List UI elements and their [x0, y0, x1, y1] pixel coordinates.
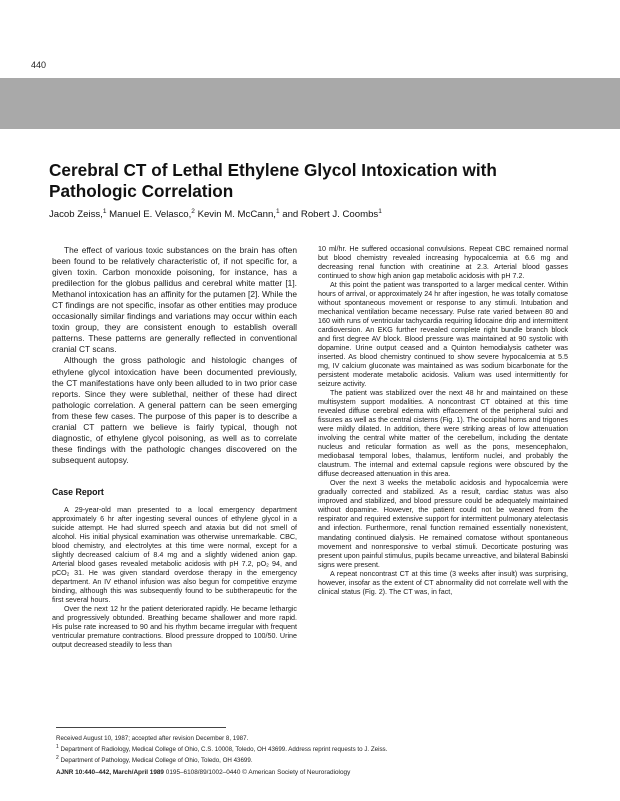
footnote-pathology: $^2$ Department of Pathology, Medical College of Ohio, Toledo, OH 43699. — [56, 755, 253, 765]
introduction — [52, 245, 297, 466]
intro-paragraph: The effect of various toxic substances on the brain has often been found to be relatively characteristic of, if not specific for, a given toxin. Carbon monoxide poisoning, for instance, has a predilection for the globus pallidus and cerebral white matter [1]. Methanol intoxication has an affinity for the putamen [2]. While the CT findings are not specific, insofar as other entities may produce occasionally similar findings and variations may occur within each toxin group, they are consistent enough to establish overall patterns. These patterns are generally reflected in conventional cranial CT scans. — [52, 245, 297, 355]
body-paragraph: A repeat noncontrast CT at this time (3 weeks after insult) was surprising, however, insofar as the extent of CT abnormality did not correlate well with the clinical status (Fig. 2). The CT was, in fact, — [318, 569, 568, 596]
left-column — [52, 245, 297, 650]
body-paragraph: 10 ml/hr. He suffered occasional convulsions. Repeat CBC remained normal but blood chemistry revealed increasing hypocalcemia at 6.6 mg and decreasing renal function with creatinine at 2.3. Arterial blood gasses continued to show high anion gap metabolic acidosis with pH 7.2. — [318, 245, 568, 281]
author-name: Manuel E. Velasco, — [106, 209, 192, 221]
body-paragraph: Over the next 3 weeks the metabolic acidosis and hypocalcemia were gradually corrected and stabilized. As a result, cardiac status was also improved and stabilized, and blood pressure could be adequately maintained without dopamine. However, the patient could not be weaned from the respirator and required extensive support for intermittent pulmonary atelectasis and infection. Furthermore, renal function remained essentially nonexistent, mandating continued dialysis. He remained comatose without spontaneous movement and nonresponsive to verbal stimuli. Decorticate posturing was present upon painful stimulus, pupils became unreactive, and bilateral Babinski signs were present. — [318, 479, 568, 569]
body-paragraph: The patient was stabilized over the next 48 hr and maintained on these multisystem support modalities. A noncontrast CT obtained at this time revealed diffuse cerebral edema with effacement of the peripheral sulci and fissures as well as the central cisterns (Fig. 1). The occipital horns and trigones were mildly dilated. In addition, there were striking areas of low attenuation involving the central white matter of the cerebellum, including the dentate nucleus and reticular formation as well as the pons, mesencephalon, mediobasal temporal lobes, thalamus, lentiform nuclei, and probably the claustrum. The internal and external capsule regions were obscured by the diffuse decreased attenuation in this area. — [318, 389, 568, 479]
intro-paragraph: Although the gross pathologic and histologic changes of ethylene glycol intoxication have been documented previously, the CT manifestations have only been alluded to in two prior case reports. Since they were sublethal, neither of these had direct pathologic correlation. A general pattern can be seen emerging from these few cases. The purpose of this paper is to describe a cranial CT pattern we believe is fairly typical, though not diagnostic, of ethylene glycol poisoning, as well as to correlate these findings with the pathologic changes discovered on the subsequent autopsy. — [52, 355, 297, 465]
author-affiliation: 1 — [102, 208, 107, 215]
author-name: Jacob Zeiss, — [49, 209, 103, 221]
footnotes — [56, 732, 576, 765]
footnote-rule — [56, 727, 226, 728]
right-column — [318, 245, 568, 597]
author-name: Kevin M. McCann, — [194, 209, 276, 221]
author-list — [49, 208, 589, 220]
journal-copyright: 0195–6108/89/1002–0440 © American Society of Neuroradiology — [164, 769, 351, 776]
journal-citation — [56, 769, 576, 776]
body-paragraph: A 29-year-old man presented to a local emergency department approximately 6 hr after ingesting several ounces of ethylene glycol in a suicide attempt. He had slurred speech and ataxia but did not smell of alcohol. His initial physical examination was otherwise unremarkable. CBC, blood chemistry, and electrolytes at this time were normal, except for a slightly decreased calcium of 8.4 mg and a slightly widened anion gap. Arterial blood gases revealed metabolic acidosis with pH 7.2, pO₂ 94, and pCO₂ 31. He was given standard overdose therapy in the emergency department. An IV ethanol infusion was also begun for competitive enzyme binding, although this was subsequently found to be subtherapeutic for the first several hours. — [52, 505, 297, 605]
section-heading: Case Report — [52, 486, 104, 497]
body-paragraph: At this point the patient was transported to a larger medical center. Within hours of arrival, or approximately 24 hr after ingestion, he was totally comatose without spontaneous movement or response to any stimuli. Intubation and mechanical ventilation became necessary. Pulse rate varied between 80 and 160 with runs of ventricular tachycardia requiring lidocaine drip and intermittent cardioversion. An EKG further revealed complete right bundle branch block and first degree AV block. Blood pressure was maintained at 90 systolic with dopamine. Urine output ceased and a Quinton hemodialysis catheter was inserted. As blood chemistry continued to show severe hypocalcemia at 5.5 mg, IV calcium gluconate was maintained as was sodium bicarbonate for the persistent moderate metabolic acidosis. Valium was used intermittently for seizure activity. — [318, 281, 568, 389]
body-paragraph: Over the next 12 hr the patient deteriorated rapidly. He became lethargic and progressively obtunded. Breathing became shallower and more rapid. His pulse rate increased to 90 and his rhythm became irregular with frequent ventricular premature contractions. Blood pressure dropped to 100/50. Urine output decreased steadily to less than — [52, 605, 297, 650]
author-affiliation: 1 — [378, 208, 382, 215]
footnote-received: Received August 10, 1987; accepted after revision December 8, 1987. — [56, 735, 249, 743]
journal-reference: AJNR 10:440–442, March/April 1989 — [56, 769, 164, 776]
page-number: 440 — [31, 60, 47, 70]
author-affiliation: 2 — [191, 208, 195, 215]
footnote-radiology: $^1$ Department of Radiology, Medical College of Ohio, C.S. 10008, Toledo, OH 43699. Address reprint requests to J. Zeiss. — [56, 744, 388, 754]
article-title: Cerebral CT of Lethal Ethylene Glycol Intoxication with Pathologic Correlation — [49, 160, 497, 201]
author-affiliation: 1 — [275, 208, 280, 215]
header-band — [0, 78, 620, 129]
author-name: and Robert J. Coombs — [279, 209, 379, 221]
